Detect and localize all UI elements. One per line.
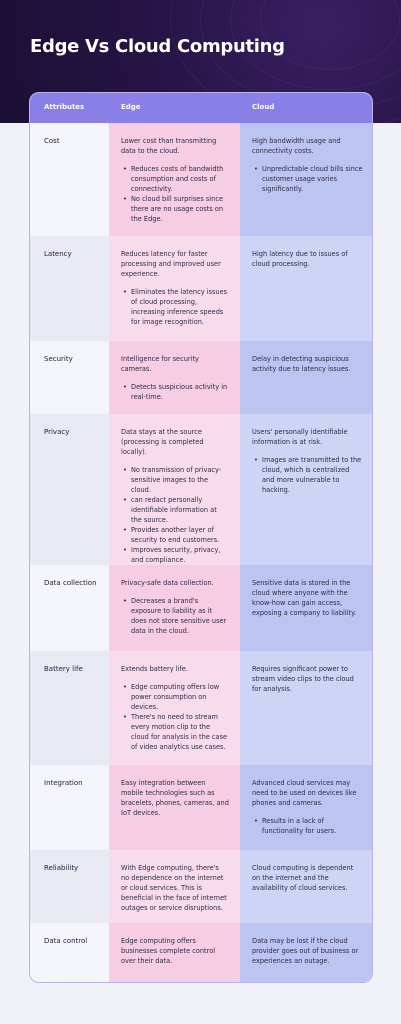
cloud-bullet-list <box>252 164 363 194</box>
edge-description: With Edge computing, there's no dependence on the internet or cloud services. This is beneficial in the face of internet outages or service disruptions. <box>121 864 227 912</box>
attribute-label: Privacy <box>44 428 70 436</box>
cloud-description: Advanced cloud services may need to be used on devices like phones and cameras. <box>252 779 357 807</box>
edge-bullet-list <box>121 596 229 636</box>
edge-bullet-item: • Improves security, privacy, and compliance. <box>131 545 229 565</box>
page-title: Edge Vs Cloud Computing <box>30 36 285 57</box>
cloud-description: Requires significant power to stream video clips to the cloud for analysis. <box>252 665 354 693</box>
edge-cell <box>109 850 240 923</box>
edge-bullet-list <box>121 682 229 752</box>
edge-description: Privacy-safe data collection. <box>121 579 214 587</box>
table-row <box>30 414 373 565</box>
edge-bullet-list <box>121 164 229 224</box>
table-row <box>30 651 373 765</box>
cloud-bullet-list <box>252 816 363 836</box>
attribute-label: Data collection <box>44 579 97 587</box>
edge-bullet-item: • Decreases a brand's exposure to liability as it does not store sensitive user data in the cloud. <box>131 596 229 636</box>
edge-bullet-item: • No transmission of privacy-sensitive images to the cloud. <box>131 465 229 495</box>
attribute-label: Data control <box>44 937 88 945</box>
edge-description: Lower cost than transmitting data to the cloud. <box>121 137 217 155</box>
attribute-label: Battery life <box>44 665 83 673</box>
attribute-cell <box>30 923 109 983</box>
cloud-bullet-list <box>252 455 363 495</box>
attribute-cell <box>30 123 109 236</box>
cloud-description: High latency due to issues of cloud processing. <box>252 250 348 268</box>
edge-bullet-item: • There's no need to stream every motion clip to the cloud for analysis in the case of video analytics use cases. <box>131 712 229 752</box>
edge-description: Data stays at the source (processing is completed locally). <box>121 428 204 456</box>
edge-bullet-item: • can redact personally identifiable information at the source. <box>131 495 229 525</box>
edge-cell <box>109 651 240 765</box>
cloud-description: Delay in detecting suspicious activity due to latency issues. <box>252 355 351 373</box>
cloud-bullet-item: • Unpredictable cloud bills since customer usage varies significantly. <box>262 164 363 194</box>
edge-bullet-item: • Eliminates the latency issues of cloud processing, increasing inference speeds for image recognition. <box>131 287 229 327</box>
attribute-cell <box>30 651 109 765</box>
cloud-cell <box>240 565 373 651</box>
cloud-cell <box>240 414 373 565</box>
cloud-cell <box>240 341 373 414</box>
edge-bullet-list <box>121 382 229 402</box>
header-attributes: Attributes <box>44 103 85 111</box>
edge-cell <box>109 923 240 983</box>
table-row <box>30 765 373 850</box>
attribute-cell <box>30 414 109 565</box>
edge-bullet-item: • Detects suspicious activity in real-time. <box>131 382 229 402</box>
table-row <box>30 565 373 651</box>
edge-bullet-list <box>121 465 229 565</box>
cloud-bullet-item: • Results in a lack of functionality for users. <box>262 816 363 836</box>
table-row <box>30 341 373 414</box>
attribute-cell <box>30 850 109 923</box>
edge-bullet-list <box>121 287 229 327</box>
table-row <box>30 236 373 341</box>
attribute-cell <box>30 765 109 850</box>
edge-cell <box>109 236 240 341</box>
header-cloud: Cloud <box>252 103 275 111</box>
edge-description: Reduces latency for faster processing and improved user experience. <box>121 250 221 278</box>
edge-bullet-item: • Reduces costs of bandwidth consumption and costs of connectivity. <box>131 164 229 194</box>
table-row <box>30 923 373 983</box>
attribute-label: Cost <box>44 137 60 145</box>
header-edge: Edge <box>121 103 141 111</box>
edge-cell <box>109 765 240 850</box>
table-row <box>30 850 373 923</box>
table-row <box>30 123 373 236</box>
attribute-label: Latency <box>44 250 72 258</box>
cloud-bullet-item: • Images are transmitted to the cloud, which is centralized and more vulnerable to hacking. <box>262 455 363 495</box>
cloud-description: Data may be lost if the cloud provider goes out of business or experiences an outage. <box>252 937 359 965</box>
attribute-cell <box>30 341 109 414</box>
cloud-cell <box>240 765 373 850</box>
cloud-cell <box>240 123 373 236</box>
edge-description: Extends battery life. <box>121 665 188 673</box>
edge-bullet-item: • Edge computing offers low power consumption on devices. <box>131 682 229 712</box>
edge-bullet-item: • No cloud bill surprises since there are no usage costs on the Edge. <box>131 194 229 224</box>
edge-description: Edge computing offers businesses complete control over their data. <box>121 937 216 965</box>
comparison-table <box>29 92 373 983</box>
cloud-cell <box>240 651 373 765</box>
attribute-label: Security <box>44 355 73 363</box>
edge-cell <box>109 565 240 651</box>
attribute-label: Integration <box>44 779 83 787</box>
cloud-cell <box>240 236 373 341</box>
edge-description: Easy integration between mobile technologies such as bracelets, phones, cameras, and IoT devices. <box>121 779 229 817</box>
cloud-description: Cloud computing is dependent on the internet and the availability of cloud services. <box>252 864 354 892</box>
cloud-description: Sensitive data is stored in the cloud where anyone with the know-how can gain access, exposing a company to liability. <box>252 579 357 617</box>
attribute-cell <box>30 236 109 341</box>
edge-cell <box>109 341 240 414</box>
edge-description: Intelligence for security cameras. <box>121 355 199 373</box>
cloud-description: High bandwidth usage and connectivity costs. <box>252 137 341 155</box>
attribute-cell <box>30 565 109 651</box>
table-header <box>30 93 373 123</box>
edge-bullet-item: • Provides another layer of security to end customers. <box>131 525 229 545</box>
edge-cell <box>109 414 240 565</box>
cloud-description: Users' personally identifiable information is at risk. <box>252 428 348 446</box>
edge-cell <box>109 123 240 236</box>
cloud-cell <box>240 923 373 983</box>
attribute-label: Reliability <box>44 864 79 872</box>
cloud-cell <box>240 850 373 923</box>
